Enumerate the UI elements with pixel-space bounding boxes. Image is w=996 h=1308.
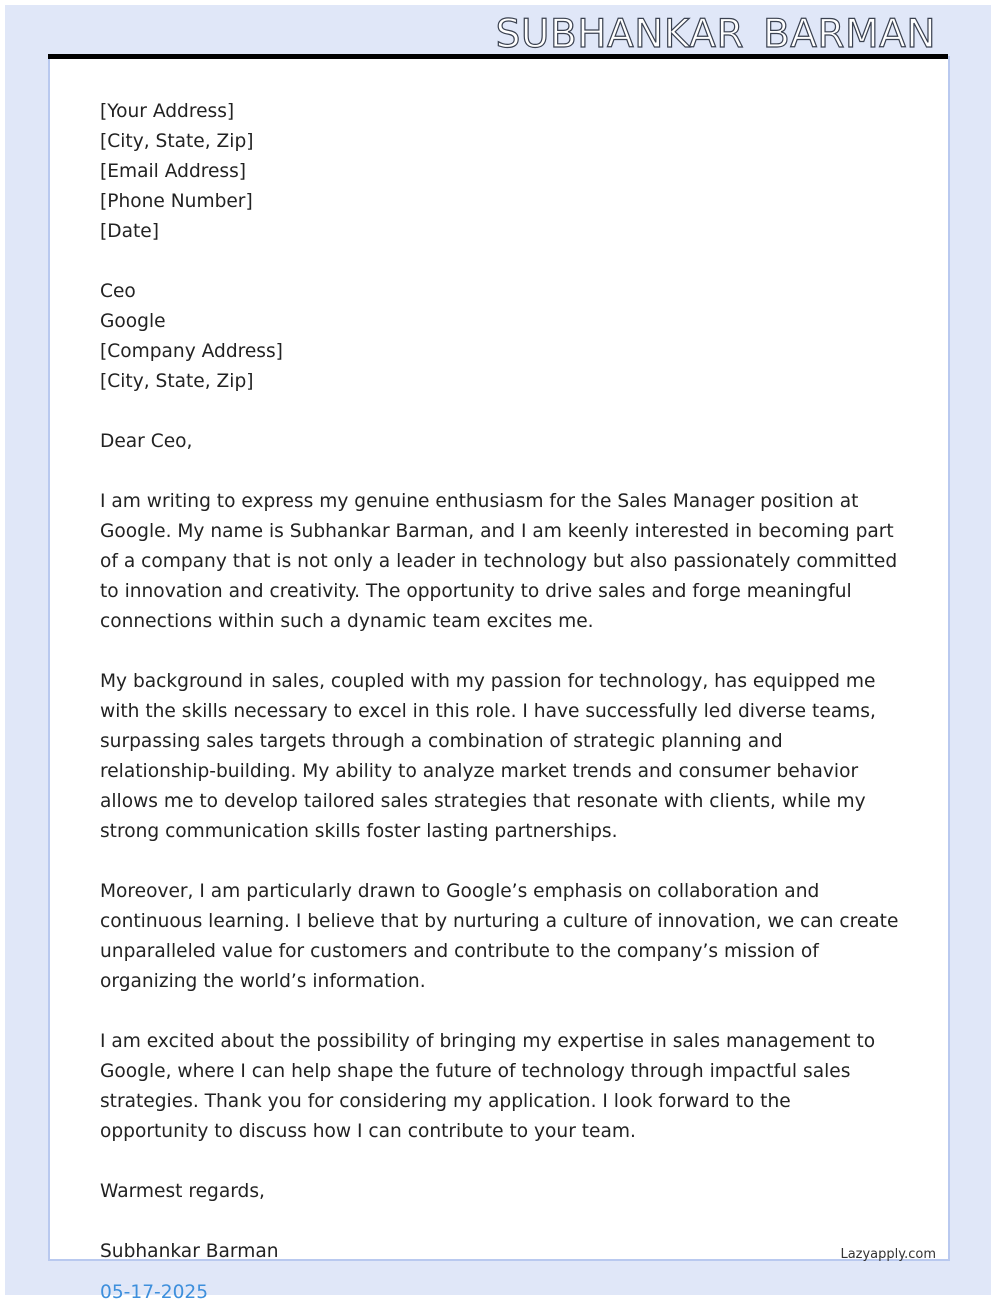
sender-block — [100, 97, 900, 247]
sender-address: [Your Address] — [100, 101, 235, 122]
cover-letter-body — [100, 97, 900, 1267]
paragraph-background: My background in sales, coupled with my passion for technology, has equipped me with the skills necessary to excel in this role. I have successfully led diverse teams, surpassing sales targets through a combination of strategic planning and relationship-building. My ability to analyze market trends and consumer behavior allows me to develop tailored sales strategies that resonate with clients, while my strong communication skills foster lasting partnerships. — [100, 671, 876, 842]
applicant-name-heading: SUBHANKAR BARMAN — [495, 12, 936, 57]
paragraph-closing: I am excited about the possibility of bringing my expertise in sales management to Google, where I can help shape the future of technology through impactful sales strategies. Thank you for considering my application. I look forward to the opportunity to discuss how I can contribute to your team. — [100, 1031, 876, 1142]
sender-phone: [Phone Number] — [100, 191, 253, 212]
recipient-address: [Company Address] — [100, 341, 283, 362]
sender-date: [Date] — [100, 221, 159, 242]
closing-phrase: Warmest regards, — [100, 1181, 265, 1202]
recipient-city-state-zip: [City, State, Zip] — [100, 371, 254, 392]
watermark-text: Lazyapply.com — [840, 1247, 936, 1262]
footer-date: 05-17-2025 — [100, 1282, 209, 1303]
sender-city-state-zip: [City, State, Zip] — [100, 131, 254, 152]
signature-name: Subhankar Barman — [100, 1241, 279, 1262]
salutation: Dear Ceo, — [100, 431, 193, 452]
recipient-company: Google — [100, 311, 166, 332]
recipient-block — [100, 277, 900, 397]
paragraph-intro: I am writing to express my genuine enthusiasm for the Sales Manager position at Google. My name is Subhankar Barman, and I am keenly interested in becoming part of a company that is not only a leader in technology but also passionately committed to innovation and creativity. The opportunity to drive sales and forge meaningful connections within such a dynamic team excites me. — [100, 491, 898, 632]
recipient-title: Ceo — [100, 281, 136, 302]
paragraph-motivation: Moreover, I am particularly drawn to Google’s emphasis on collaboration and continuous learning. I believe that by nurturing a culture of innovation, we can create unparalleled value for customers and contribute to the company’s mission of organizing the world’s information. — [100, 881, 899, 992]
sender-email: [Email Address] — [100, 161, 247, 182]
